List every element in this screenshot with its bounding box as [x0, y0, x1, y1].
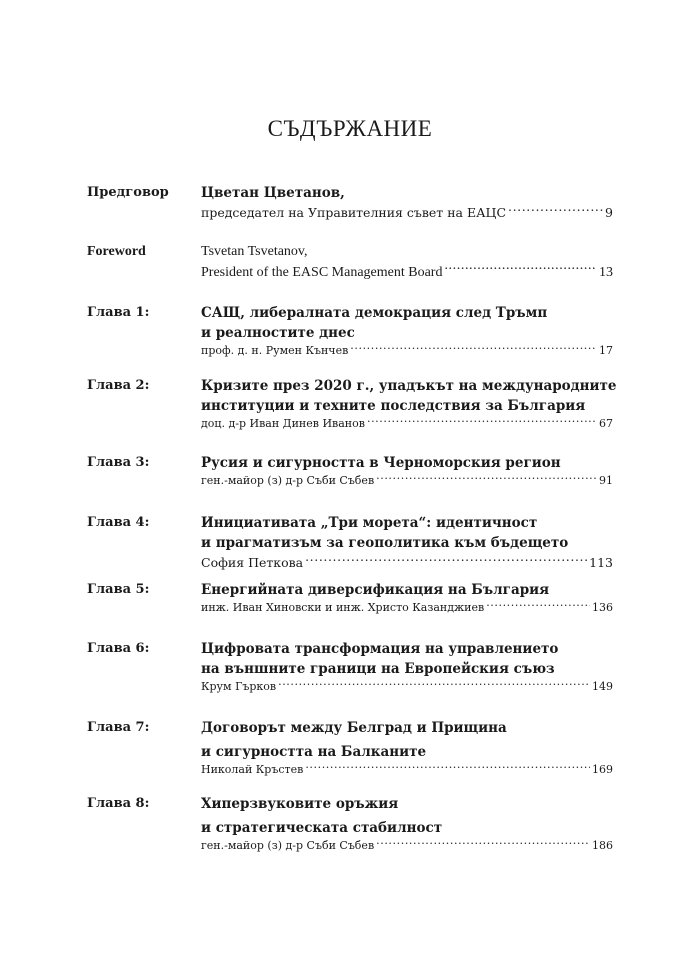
chapter-label: Глава 7: — [87, 720, 150, 735]
entry-body — [201, 453, 613, 489]
page-number: 13 — [599, 265, 613, 280]
page-number: 169 — [592, 763, 613, 776]
entry-title-line-1: Кризите през 2020 г., упадъкът на международните — [201, 378, 617, 394]
entry-title-line-2: на външните граници на Европейския съюз — [201, 661, 555, 677]
dot-leader — [278, 679, 590, 690]
page-number: 17 — [599, 344, 613, 357]
entry-author: ген.-майор (з) д-р Съби Събев — [201, 474, 375, 487]
page-number: 67 — [599, 417, 613, 430]
chapter-label: Foreword — [87, 244, 146, 259]
author-line — [201, 343, 613, 359]
dot-leader — [486, 600, 590, 611]
chapter-label: Глава 8: — [87, 796, 150, 811]
author-line — [201, 473, 613, 489]
entry-body — [201, 718, 613, 778]
dot-leader — [376, 473, 597, 484]
entry-title-line-1: Хиперзвуковите оръжия — [201, 796, 399, 812]
chapter-label: Предговор — [87, 185, 169, 200]
dot-leader — [305, 555, 587, 568]
entry-title-line-2: институции и техните последствия за България — [201, 398, 586, 414]
entry-author: председател на Управителния съвет на ЕАЦС — [201, 205, 507, 220]
entry-title: Tsvetan Tsvetanov, — [201, 244, 308, 259]
entry-body — [201, 513, 613, 573]
chapter-label: Глава 5: — [87, 582, 150, 597]
dot-leader — [508, 205, 603, 218]
entry-author: Крум Гърков — [201, 680, 277, 693]
author-line — [201, 203, 613, 223]
entry-title-line-1: САЩ, либералната демокрация след Тръмп — [201, 305, 548, 321]
entry-author: Николай Кръстев — [201, 763, 304, 776]
entry-title: Цветан Цветанов, — [201, 185, 345, 201]
dot-leader — [350, 343, 597, 354]
entry-title-line-2: и реалностите днес — [201, 325, 355, 341]
page-number: 186 — [592, 839, 613, 852]
chapter-label: Глава 1: — [87, 305, 150, 320]
entry-author: доц. д-р Иван Динев Иванов — [201, 417, 365, 430]
chapter-label: Глава 4: — [87, 515, 150, 530]
entry-title-line-1: Инициативата „Три морета“: идентичност — [201, 515, 538, 531]
entry-title: Енергийната диверсификация на България — [201, 582, 550, 598]
page-number: 91 — [599, 474, 613, 487]
author-line — [201, 762, 613, 778]
entry-author: проф. д. н. Румен Кънчев — [201, 344, 349, 357]
entry-title-line-2: и стратегическата стабилност — [201, 820, 443, 836]
entry-author: ген.-майор (з) д-р Съби Събев — [201, 839, 375, 852]
dot-leader — [444, 262, 597, 276]
entry-body — [201, 580, 613, 616]
author-line — [201, 553, 613, 573]
entry-author: инж. Иван Хиновски и инж. Христо Казанджиев — [201, 601, 485, 614]
entry-body — [201, 183, 613, 223]
author-line — [201, 600, 613, 616]
entry-body — [201, 303, 613, 359]
page-number: 9 — [605, 205, 613, 220]
dot-leader — [305, 762, 590, 773]
entry-title-line-2: и сигурността на Балканите — [201, 744, 427, 760]
author-line — [201, 679, 613, 695]
dot-leader — [376, 838, 590, 849]
entry-author: President of the EASC Management Board — [201, 265, 443, 280]
chapter-label: Глава 3: — [87, 455, 150, 470]
entry-title-line-1: Договорът между Белград и Прищина — [201, 720, 507, 736]
entry-body — [201, 794, 613, 854]
page-number: 149 — [592, 680, 613, 693]
entry-body — [201, 376, 617, 432]
entry-title-line-2: и прагматизъм за геополитика към бъдещето — [201, 535, 569, 551]
page-number: 113 — [589, 555, 613, 570]
chapter-label: Глава 2: — [87, 378, 150, 393]
entry-title-line-1: Цифровата трансформация на управлението — [201, 641, 559, 657]
author-line — [201, 416, 613, 432]
author-line — [201, 262, 613, 283]
page-title: СЪДЪРЖАНИЕ — [267, 116, 433, 141]
author-line — [201, 838, 613, 854]
dot-leader — [367, 416, 597, 427]
entry-body — [201, 639, 613, 695]
entry-body — [201, 242, 613, 283]
chapter-label: Глава 6: — [87, 641, 150, 656]
page-number: 136 — [592, 601, 613, 614]
entry-title: Русия и сигурността в Черноморския регион — [201, 455, 561, 471]
entry-author: София Петкова — [201, 555, 304, 570]
